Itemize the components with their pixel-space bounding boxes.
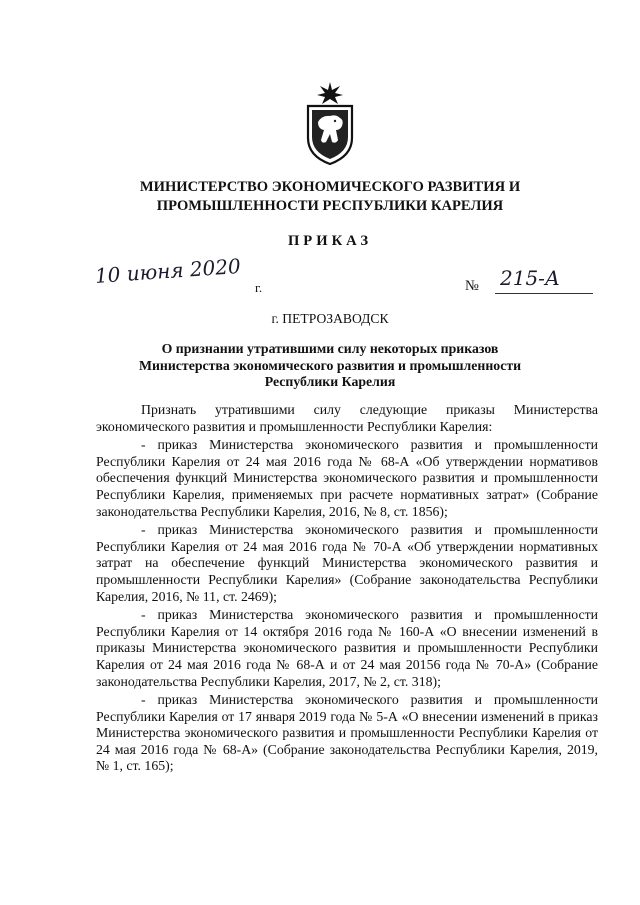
body-item: - приказ Министерства экономического развития и промышленности Республики Карелия от 17 января 2019 года № 5-А «О внесении изменений в приказ Министерства экономического развития и промышленности Республики Карелия от 24 мая 2016 года № 68-А» (Собрание законодательства Республики Карелия, 2019, № 1, ст. 165); xyxy=(96,692,598,774)
subject-line-2: Министерства экономического развития и промышленности xyxy=(138,357,522,373)
order-body xyxy=(96,402,598,777)
ministry-name xyxy=(100,178,560,216)
handwritten-number: 215-А xyxy=(500,266,561,290)
number-label: № xyxy=(465,278,479,294)
city: г. ПЕТРОЗАВОДСК xyxy=(271,311,389,326)
subject-line-3: Республики Карелия xyxy=(264,374,396,389)
document-type: ПРИКАЗ xyxy=(287,233,373,249)
karelia-coat-of-arms-icon xyxy=(302,80,358,166)
body-item: - приказ Министерства экономического развития и промышленности Республики Карелия от 24 мая 2016 года № 68-А «Об утверждении нормативов обеспечения функций Министерства экономического развития и промышленности Республики Карелия, применяемых при расчете нормативных затрат» (Собрание законодательства Республики Карелия, 2016, № 8, ст. 1856); xyxy=(96,437,598,519)
body-lead-paragraph: Признать утратившими силу следующие приказы Министерства экономического развития и промышленности Республики Карелия: xyxy=(96,402,598,434)
date-suffix: г. xyxy=(255,280,263,295)
number-underline xyxy=(495,293,593,294)
subject-line-1: О признании утратившими силу некоторых приказов xyxy=(161,341,499,356)
order-subject xyxy=(120,341,540,391)
ministry-name-line-2: ПРОМЫШЛЕННОСТИ РЕСПУБЛИКИ КАРЕЛИЯ xyxy=(156,198,504,214)
body-item: - приказ Министерства экономического развития и промышленности Республики Карелия от 14 октября 2016 года № 160-А «О внесении изменений в приказы Министерства экономического развития и промышленности Республики Карелия от 24 мая 2016 года № 68-А и от 24 мая 20156 года № 70-А» (Собрание законодательства Республики Карелия, 2017, № 2, ст. 318); xyxy=(96,607,598,689)
ministry-name-line-1: МИНИСТЕРСТВО ЭКОНОМИЧЕСКОГО РАЗВИТИЯ И xyxy=(139,179,521,195)
body-item: - приказ Министерства экономического развития и промышленности Республики Карелия от 24 мая 2016 года № 70-А «Об утверждении нормативных затрат на обеспечение функций Министерства экономического развития и промышленности Республики Карелия» (Собрание законодательства Республики Карелия, 2016, № 11, ст. 2469); xyxy=(96,522,598,604)
handwritten-date: 10 июня 2020 xyxy=(94,253,242,288)
